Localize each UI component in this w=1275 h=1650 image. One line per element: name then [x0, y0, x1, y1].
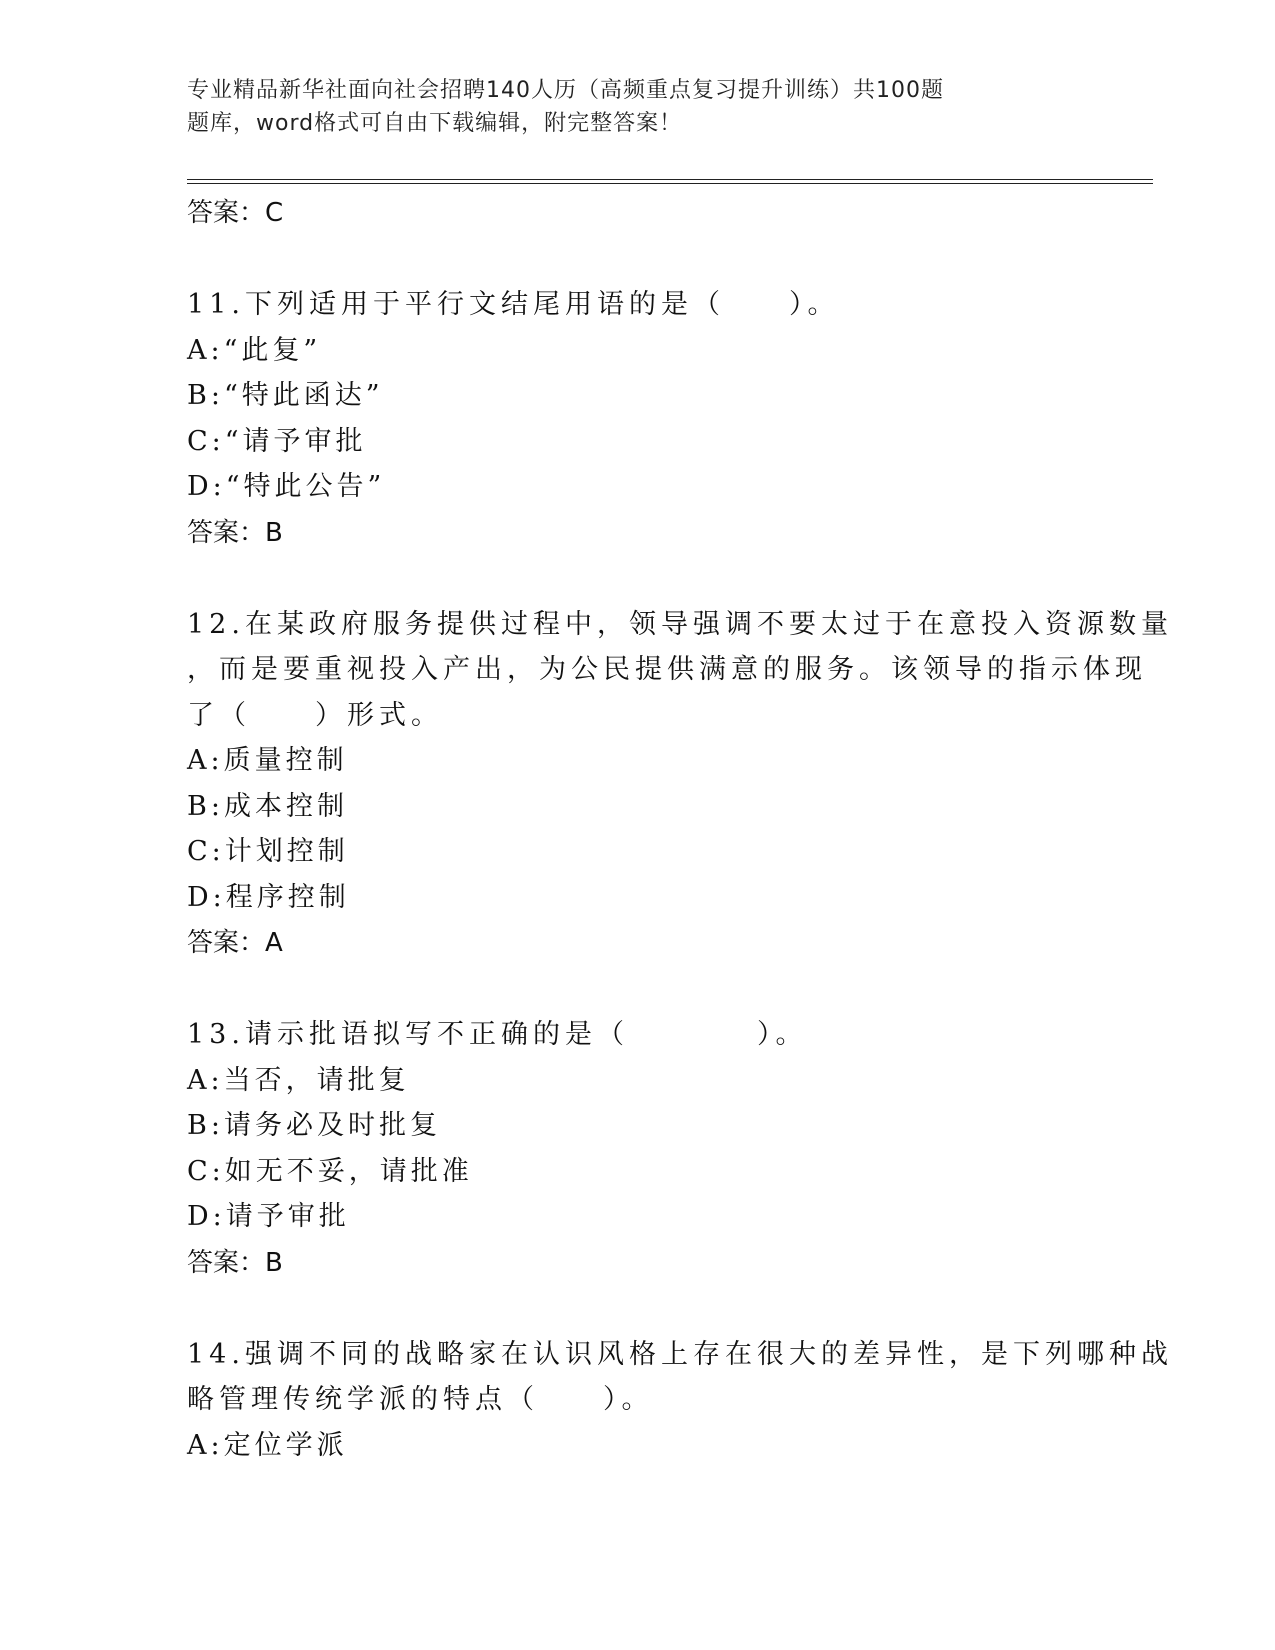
header-divider-top — [187, 179, 1153, 180]
document-header — [187, 74, 1087, 140]
answer-q12: 答案：A — [187, 928, 283, 958]
question-11 — [187, 282, 1147, 556]
question-11-stem: 11.下列适用于平行文结尾用语的是（ ）。 — [187, 289, 840, 320]
question-13-stem: 13.请示批语拟写不正确的是（ ）。 — [187, 1019, 808, 1050]
question-14-option-a: A:定位学派 — [187, 1429, 348, 1461]
question-14 — [187, 1332, 1173, 1469]
header-line-1: 专业精品新华社面向社会招聘140人历（高频重点复习提升训练）共100题 — [187, 78, 944, 103]
spacer — [187, 556, 1147, 602]
question-11-option-c: C:“请予审批 — [187, 425, 367, 457]
question-12-option-a: A:质量控制 — [187, 745, 348, 776]
question-13-option-c: C:如无不妥，请批准 — [187, 1155, 473, 1187]
header-divider-bottom — [187, 183, 1153, 184]
question-12-stem-line-2: ，而是要重视投入产出，为公民提供满意的服务。该领导的指示体现 — [187, 654, 1147, 685]
question-13-option-a: A:当否，请批复 — [187, 1064, 410, 1096]
question-11-option-b: B:“特此函达” — [187, 380, 384, 411]
question-13-option-d: D:请予审批 — [187, 1201, 350, 1232]
answer-q13: 答案：B — [187, 1247, 283, 1278]
header-line-2: 题库，word格式可自由下载编辑，附完整答案！ — [187, 111, 683, 136]
question-14-stem-line-2: 略管理传统学派的特点（ ）。 — [187, 1384, 654, 1415]
spacer — [187, 236, 1147, 282]
question-13-option-b: B:请务必及时批复 — [187, 1110, 441, 1141]
answer-q10: 答案：C — [187, 198, 284, 228]
spacer — [187, 966, 1147, 1012]
question-13 — [187, 1012, 1147, 1286]
question-12-option-c: C:计划控制 — [187, 836, 349, 867]
question-12-stem-line-1: 12.在某政府服务提供过程中，领导强调不要太过于在意投入资源数量 — [187, 608, 1173, 640]
question-12-option-d: D:程序控制 — [187, 881, 350, 913]
question-11-option-d: D:“特此公告” — [187, 471, 386, 502]
question-12 — [187, 602, 1173, 967]
question-11-option-a: A:“此复” — [187, 334, 322, 366]
question-list — [187, 186, 1173, 1468]
question-12-option-b: B:成本控制 — [187, 790, 348, 822]
question-14-stem-line-1: 14.强调不同的战略家在认识风格上存在很大的差异性，是下列哪种战 — [187, 1338, 1173, 1370]
question-12-stem-line-3: 了（ ）形式。 — [187, 699, 443, 731]
spacer — [187, 1286, 1147, 1332]
answer-q11: 答案：B — [187, 517, 283, 548]
